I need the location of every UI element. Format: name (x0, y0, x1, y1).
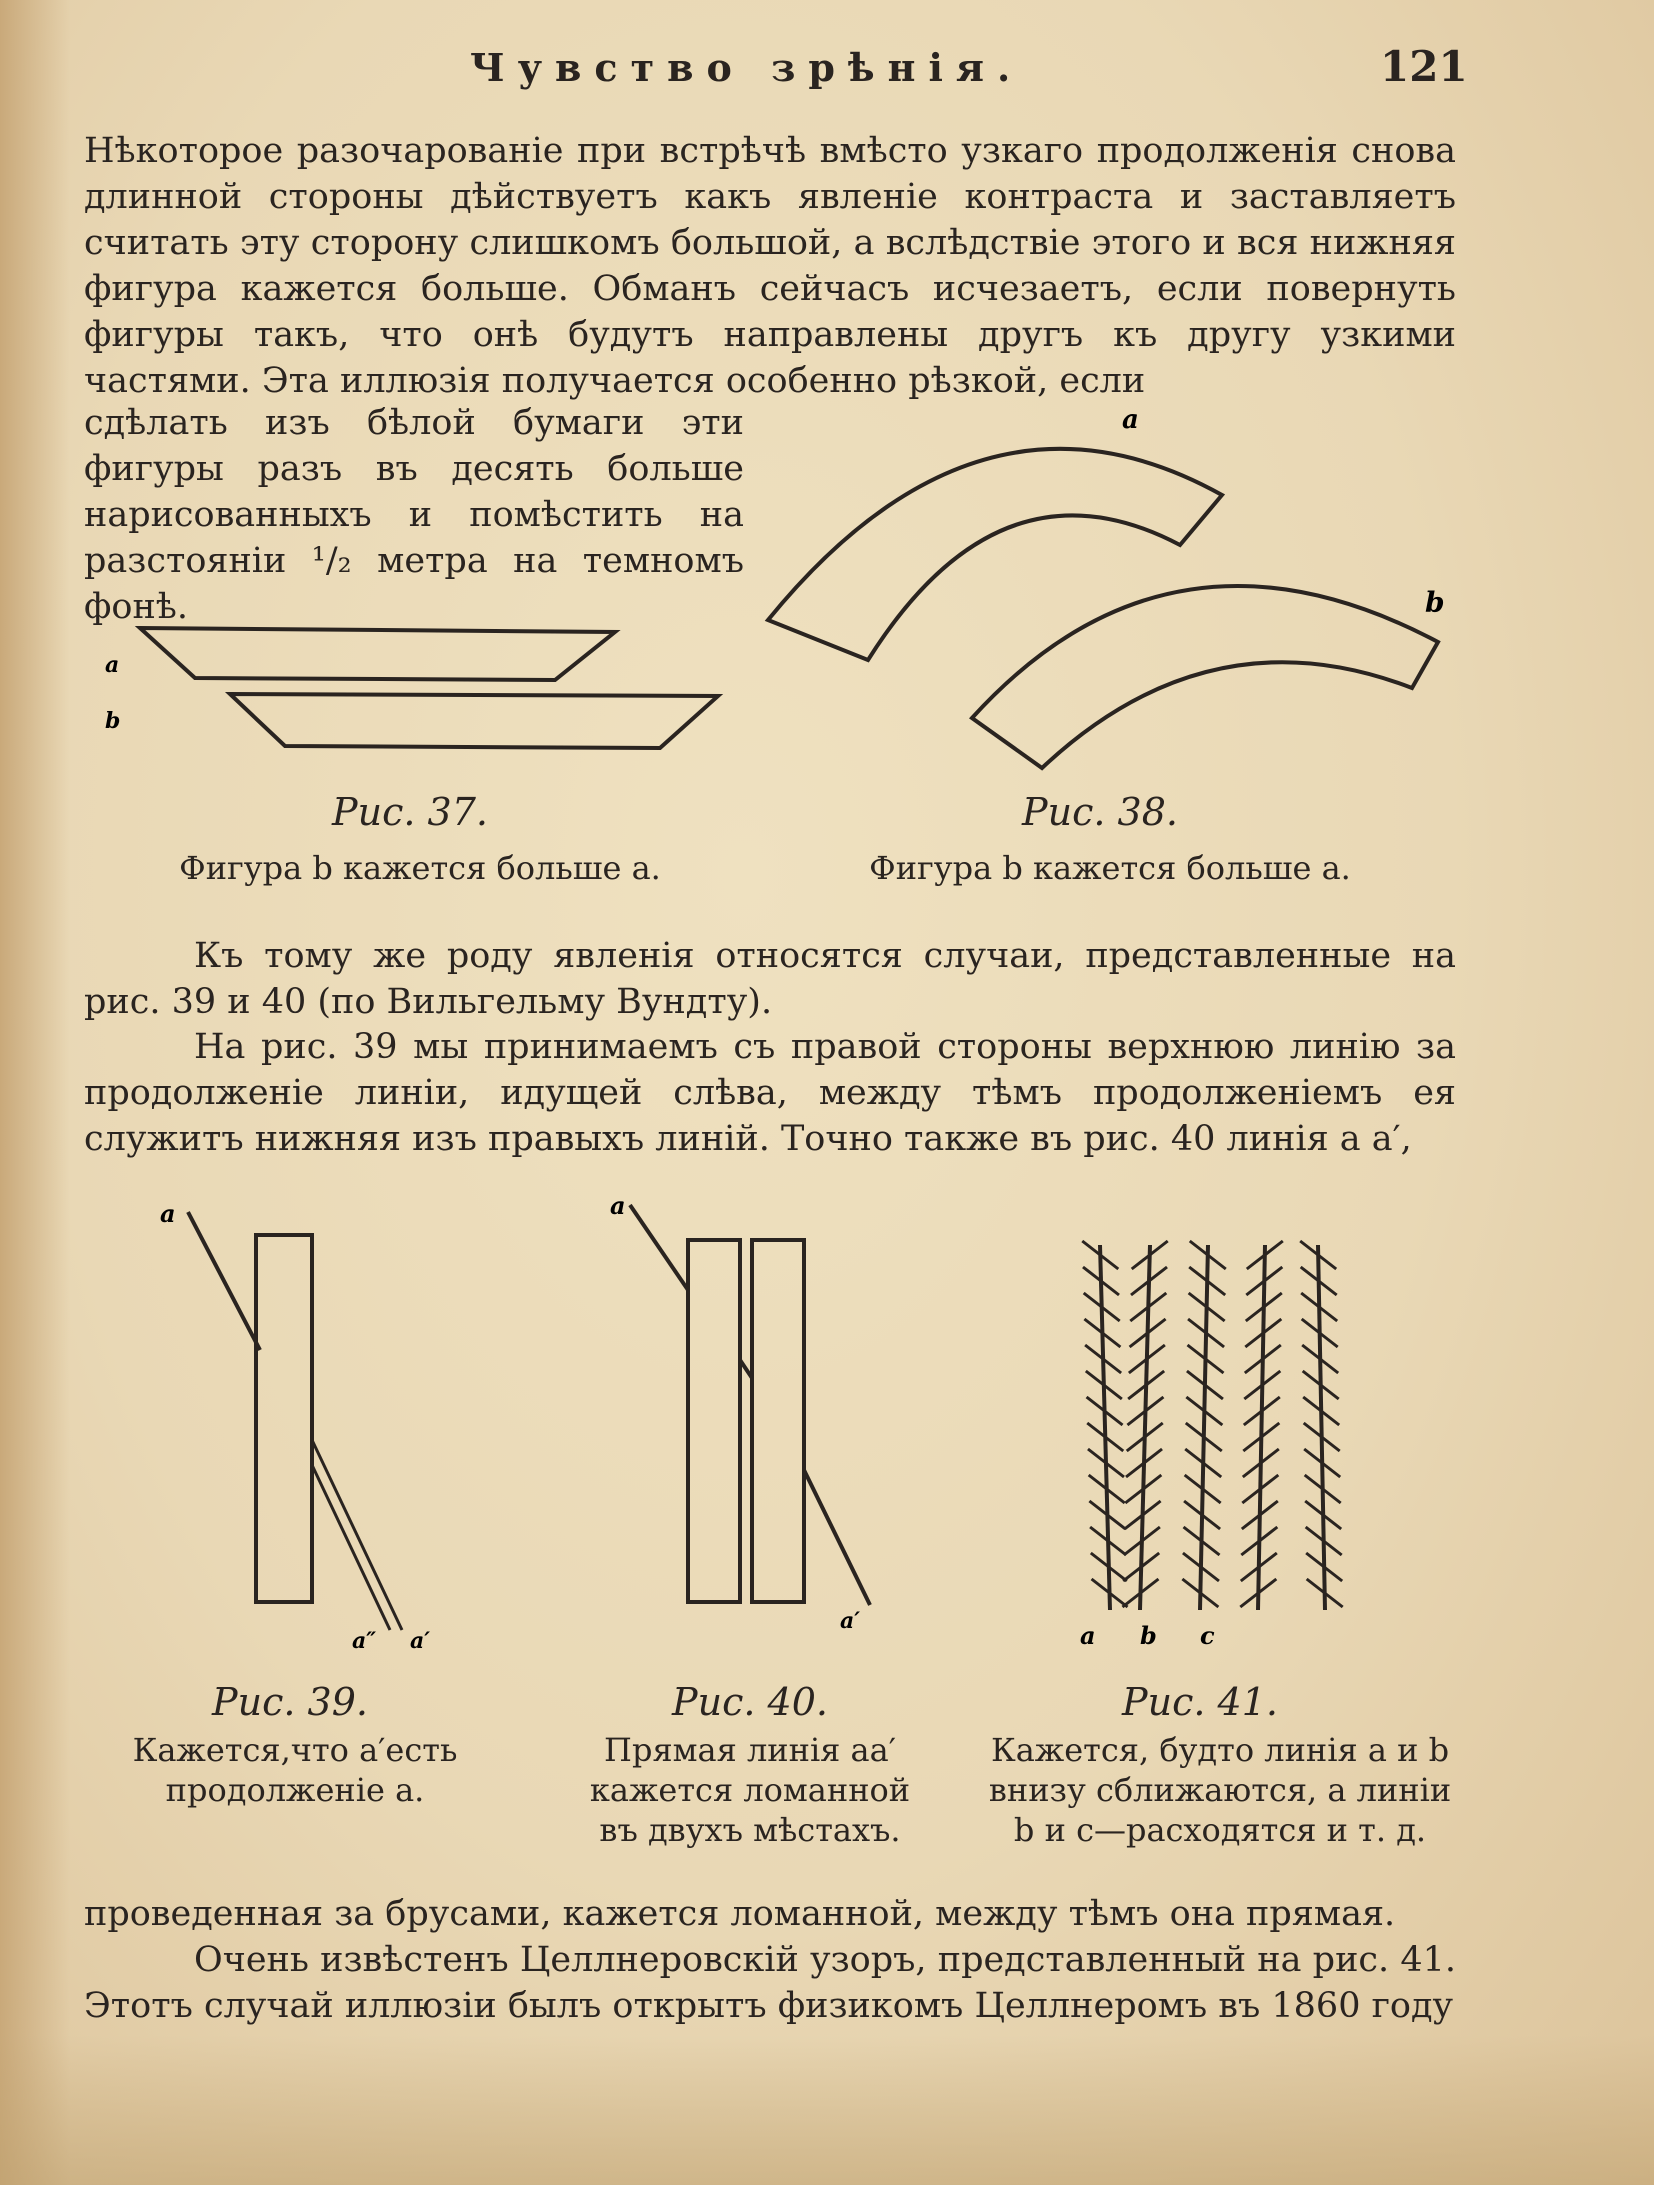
fig38-arc-a (768, 449, 1222, 660)
fig39-caption-line-1: Кажется,что a′есть (132, 1731, 458, 1769)
fig41-caption-line-1: Кажется, будто линія a и b (990, 1731, 1450, 1769)
fig39-label-a: a (160, 1199, 176, 1228)
paragraph-5: Очень извѣстенъ Целлнеровскій узоръ, представленный на рис. 41. Этотъ случай иллюзіи былъ открытъ физикомъ Целлнеромъ въ 1860 году (84, 1940, 1456, 2026)
fig40-caption-line-1: Прямая линія aa′ (604, 1731, 896, 1769)
fig41-label-a: a (1080, 1621, 1096, 1650)
fig40-drawing (630, 1205, 870, 1605)
fig38-drawing (768, 449, 1438, 768)
fig41-main-line (1258, 1245, 1265, 1610)
fig41-main-line (1200, 1245, 1208, 1610)
fig40-line-bottom (804, 1470, 870, 1605)
fig41-label-b: b (1140, 1621, 1157, 1650)
fig40-number: Рис. 40. (672, 1680, 828, 1724)
fig37-label-a: a (105, 652, 120, 678)
fig41-number: Рис. 41. (1122, 1680, 1278, 1724)
paragraph-4: проведенная за брусами, кажется ломанной, между тѣмъ она прямая. (84, 1894, 1396, 1934)
fig39-line-lower-right (312, 1465, 390, 1630)
fig39-line-a (188, 1212, 260, 1350)
fig40-caption-line-2: кажется ломанной (589, 1771, 911, 1809)
fig41-main-line (1140, 1245, 1150, 1610)
fig39-label-a-prime: a′ (410, 1628, 431, 1654)
fig39-label-a-double: a″ (352, 1628, 377, 1654)
fig41-label-c: c (1200, 1621, 1215, 1650)
fig38-caption: Фигура b кажется больше a. (869, 849, 1351, 887)
paragraph-1-continued: сдѣлать изъ бѣлой бумаги эти фигуры разъ въ десять больше нарисованныхъ и помѣстить на разстояніи ¹/₂ метра на темномъ фонѣ. (84, 403, 744, 627)
fig38-arc-b (972, 586, 1438, 768)
running-title: Чувство зрѣнія. (470, 45, 1024, 90)
fig41-main-line (1100, 1245, 1110, 1610)
fig41-caption-line-3: b и c—расходятся и т. д. (1013, 1811, 1427, 1849)
page-number: 121 (1380, 42, 1468, 91)
fig38-number: Рис. 38. (1022, 790, 1178, 834)
fig40-label-a: a (610, 1191, 626, 1220)
fig39-caption (115, 1730, 475, 1810)
fig39-number: Рис. 39. (212, 1680, 368, 1724)
fig38-label-a: a (1122, 405, 1139, 435)
fig38-label-b: b (1425, 586, 1445, 619)
fig40-label-a-prime: a′ (840, 1608, 861, 1634)
fig39-line-upper-right (312, 1440, 402, 1630)
paragraph-2: Къ тому же роду явленія относятся случаи, представленные на рис. 39 и 40 (по Вильгельму Вундту). (84, 936, 1456, 1022)
fig40-caption-line-3: въ двухъ мѣстахъ. (599, 1811, 901, 1849)
fig39-drawing (188, 1212, 402, 1630)
fig41-drawing (1082, 1241, 1342, 1610)
fig41-caption (970, 1730, 1470, 1850)
paragraph-3: На рис. 39 мы принимаемъ съ правой стороны верхнюю линію за продолженіе линіи, идущей слѣва, между тѣмъ продолженіемъ ея служитъ нижняя изъ правыхъ линій. Точно также въ рис. 40 линія a a′, (84, 1027, 1456, 1159)
fig37-trapezoid-a (140, 628, 615, 680)
fig40-bar-left (688, 1240, 740, 1602)
fig40-line-top (630, 1205, 688, 1290)
fig40-caption (570, 1730, 930, 1850)
fig41-caption-line-2: внизу сближаются, а линіи (988, 1771, 1452, 1809)
fig40-bar-right (752, 1240, 804, 1602)
fig41-main-line (1318, 1245, 1325, 1610)
fig37-number: Рис. 37. (332, 790, 488, 834)
fig37-drawing (140, 628, 718, 748)
fig37-caption: Фигура b кажется больше a. (179, 849, 661, 887)
fig37-trapezoid-b (230, 694, 718, 748)
fig39-bar (256, 1235, 312, 1602)
paragraph-1: Нѣкоторое разочарованіе при встрѣчѣ вмѣсто узкаго продолженія снова длинной стороны дѣйствуетъ какъ явленіе контраста и заставляетъ считать эту сторону слишкомъ большой, а вслѣдствіе этого и вся нижняя фигура кажется больше. Обманъ сейчасъ исчезаетъ, если повернуть фигуры такъ, что онѣ будутъ направлены другъ къ другу узкими частями. Эта иллюзія получается особенно рѣзкой, если (84, 131, 1456, 401)
fig39-caption-line-2: продолженіе a. (165, 1771, 425, 1809)
fig37-label-b: b (105, 708, 121, 734)
